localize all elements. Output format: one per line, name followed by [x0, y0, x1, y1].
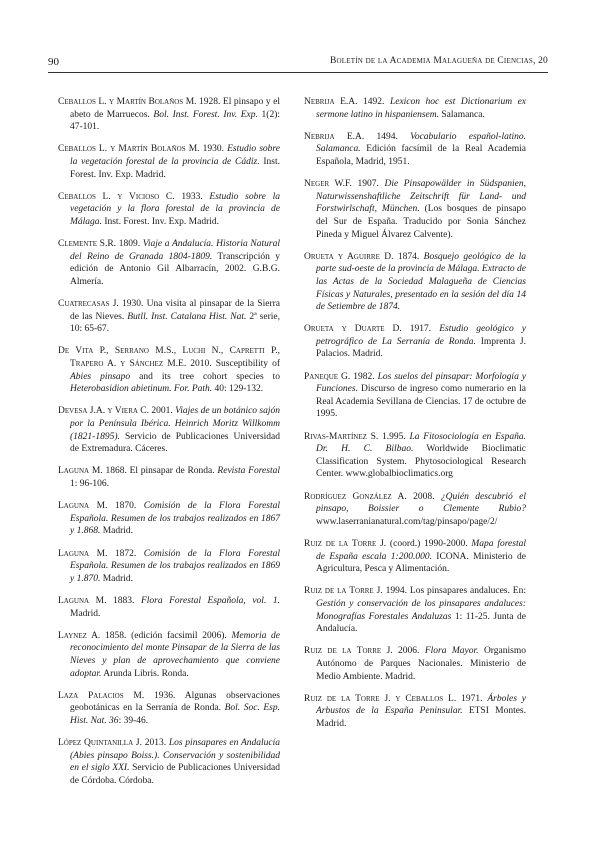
reference-text: 1936. Algunas observaciones geobotánicas en la Serranía de Ronda.: [70, 690, 280, 714]
reference-authors: Paneque G.: [304, 371, 351, 382]
reference-text: 1907.: [351, 179, 385, 190]
reference-text: 40: 129-132.: [212, 384, 264, 395]
reference-authors: Ceballos L. y Martín Bolaños M.: [58, 97, 197, 107]
reference-text: 1(2): 47-101.: [70, 109, 280, 133]
reference-authors: Ruiz de la Torre J. y Ceballos L.: [304, 693, 457, 704]
reference-title: Comisión de la Flora Forestal Española. Resumen de los trabajos realizados en 1867 y 1.868.: [70, 501, 281, 537]
reference-text: 1858. (edición facsimil 2006).: [100, 630, 232, 641]
reference-title: Lexicon hoc est Dictionarium ex sermone latino in hispaniensem.: [316, 97, 527, 120]
reference-title: Viajes de un botánico sajón por la Península Ibérica. Heinrich Moritz Willkomm (1821-1895).: [70, 406, 281, 442]
reference-authors: López Quintanilla J.: [58, 738, 142, 749]
reference-entry: [304, 178, 526, 241]
reference-text: 1874.: [393, 251, 424, 262]
reference-authors: Ruiz de la Torre J.: [304, 646, 393, 657]
reference-title: Mapa forestal de España escala 1:200.000.: [316, 538, 526, 562]
reference-title: Heterobasidion abietinum. For. Path.: [70, 384, 213, 395]
reference-authors: Laguna M.: [58, 548, 108, 559]
journal-title: Boletín de la Academia Malagueña de Ciencias, 20: [330, 56, 548, 66]
reference-text: 1868. El pinsapar de Ronda.: [102, 466, 218, 477]
reference-text: Servicio de Publicaciones Universidad de Extremadura. Cáceres.: [70, 431, 280, 455]
reference-entry: [58, 500, 280, 538]
reference-authors: Ruiz de la Torre J.: [304, 586, 383, 597]
reference-text: Servicio de Publicaciones Universidad de Córdoba. Córdoba.: [70, 763, 280, 786]
reference-text: 1: 96-106.: [70, 479, 110, 489]
reference-text: 1883.: [106, 595, 141, 606]
reference-entry: [58, 737, 280, 787]
reference-authors: Neger W.F.: [304, 179, 352, 190]
reference-entry: [304, 585, 526, 635]
reference-authors: Clemente S.R.: [58, 239, 117, 250]
reference-authors: Devesa J.A. y Viera C.: [58, 406, 150, 417]
reference-text: (coord.) 1990-2000.: [386, 538, 472, 549]
reference-text: Madrid.: [70, 608, 101, 619]
reference-authors: Laguna M.: [58, 501, 108, 512]
reference-text: (Los bosques de pinsapo del Sur de España. Traducido por Sonia Sánchez Pineda y Miguel Álvarez Calvente).: [316, 204, 526, 240]
reference-text: www.laserranianatural.com/tag/pinsapo/page/2/: [316, 516, 498, 527]
reference-authors: De Vita P., Serrano M.S., Luchi N., Capretti P., Trapero A. y Sánchez M.E.: [58, 346, 280, 370]
reference-entry: [58, 191, 280, 229]
reference-text: 2008.: [406, 491, 441, 502]
reference-text: Madrid.: [100, 573, 134, 584]
reference-text: Inst. Forest. Inv. Exp. Madrid.: [101, 216, 220, 227]
reference-title: Comisión de la Flora Forestal Española. Resumen de los trabajos realizados en 1869 y 1.870.: [70, 548, 281, 584]
reference-text: 1928. El pinsapo y el abeto de Marruecos.: [70, 97, 280, 120]
reference-text: and its tree cohort species to: [130, 371, 280, 382]
reference-authors: Ceballos L. y Vicioso C.: [58, 191, 175, 202]
reference-title: Estudio sobre la vegetación forestal de la provincia de Cádiz.: [70, 144, 280, 167]
reference-text: 1870.: [107, 501, 144, 512]
reference-text: 1930. Una visita al pinsapar de la Sierra de las Nieves.: [70, 299, 280, 322]
reference-text: ICONA. Ministerio de Agricultura, Pesca y Alimentación.: [316, 551, 526, 575]
reference-text: 2010. Susceptibility of: [186, 359, 280, 370]
reference-entry: [58, 405, 280, 455]
reference-authors: Rivas-Martínez S.: [304, 431, 379, 442]
reference-text: Madrid.: [100, 526, 134, 537]
reference-title: Viaje a Andalucía. Historia Natural del Reino de Granada 1804-1809.: [70, 239, 280, 262]
reference-title: Árboles y Arbustos de la España Peninsular.: [316, 693, 526, 717]
reference-entry: [304, 251, 526, 314]
reference-text: 1971.: [456, 693, 488, 704]
reference-authors: Cuatrecasas J.: [58, 299, 119, 310]
reference-title: Estudio sobre la vegetación y la flora forestal de la provincia de Málaga.: [70, 191, 280, 227]
reference-title: Memoria de reconocimiento del monte Pinsapar de la Sierra de las Nieves y plan de aprovechamiento que conviene adoptar.: [70, 630, 281, 679]
reference-title: Estudio geológico y petrográfico de La Serranía de Ronda.: [316, 324, 526, 347]
reference-entry: [304, 131, 526, 169]
reference-text: 1: 11-25. Junta de Andalucía.: [316, 611, 526, 635]
reference-text: Arunda Libris. Ronda.: [101, 668, 189, 679]
references-left-column: [58, 96, 280, 797]
reference-text: 1492.: [357, 97, 390, 107]
reference-title: Los pinsapares en Andalucía (Abies pinsapo Boiss.). Conservación y sostenibilidad en el siglo XXI.: [70, 738, 280, 774]
reference-authors: Laguna M.: [58, 595, 107, 606]
reference-entry: [304, 645, 526, 683]
reference-authors: Rodríguez González A.: [304, 491, 407, 502]
reference-text: Worldwide Bioclimatic Classification System. Phytosociological Research Center. www.globalbioclimatics.org: [316, 444, 526, 480]
running-header: [48, 56, 548, 73]
reference-entry: [304, 96, 526, 121]
references-right-column: [304, 96, 526, 740]
reference-title: Gestión y conservación de los pinsapares andaluces: Monografías Forestales Andaluzas: [316, 598, 526, 622]
page-number: 90: [48, 56, 59, 68]
reference-authors: Ruiz de la Torre J.: [304, 538, 387, 549]
reference-authors: Laguna M.: [58, 466, 103, 477]
reference-text: 2013.: [141, 738, 169, 749]
reference-text: Inst. Forest. Inv. Exp. Madrid.: [70, 156, 280, 180]
reference-entry: [58, 238, 280, 288]
reference-entry: [58, 143, 280, 181]
reference-text: Discurso de ingreso como numerario en la Real Academia Sevillana de Ciencias. 17 de octubre de 1995.: [316, 384, 526, 420]
reference-authors: Laynez A.: [58, 630, 101, 641]
reference-entry: [58, 298, 280, 336]
reference-title: ¿Quién descubrió el pinsapo, Boissier o Clemente Rubio?: [316, 491, 527, 515]
reference-title: Flora Forestal Española, vol. 1.: [140, 595, 280, 606]
reference-title: Die Pinsapowälder in Südspanien, Naturwissenshaftliche Zeitschrift für Land- und Forstwirlschaft, München.: [316, 179, 526, 215]
reference-entry: [304, 693, 526, 731]
reference-title: Butll. Inst. Catalana Hist. Nat.: [127, 311, 247, 322]
reference-title: Vocabulario español-latino. Salamanca.: [316, 131, 527, 155]
reference-entry: [58, 690, 280, 728]
reference-title: Bol. Soc. Esp. Hist. Nat. 36: [70, 703, 280, 726]
reference-text: Organismo Autónomo de Parques Nacionales. Ministerio de Medio Ambiente. Madrid.: [316, 646, 526, 682]
reference-entry: [58, 595, 280, 620]
reference-authors: Orueta y Aguirre D.: [304, 251, 394, 262]
reference-authors: Orueta y Duarte D.: [304, 324, 402, 335]
reference-text: 1494.: [364, 131, 411, 142]
reference-text: 1.995.: [378, 431, 410, 442]
reference-text: ETSI Montes. Madrid.: [316, 706, 526, 729]
reference-text: 1917.: [401, 324, 440, 335]
reference-text: 2ª serie, 10: 65-67.: [70, 311, 280, 335]
reference-text: 1933.: [174, 191, 210, 202]
reference-text: 1930.: [199, 144, 228, 155]
reference-authors: Laza Palacios M.: [58, 690, 145, 701]
reference-text: 2006.: [392, 646, 425, 657]
reference-title: Flora Mayor.: [424, 646, 479, 657]
reference-authors: Nebrija E.A.: [304, 131, 365, 142]
reference-text: Imprenta J. Palacios. Madrid.: [316, 336, 526, 360]
reference-authors: Nebrija E.A.: [304, 97, 358, 107]
reference-title: Los suelos del pinsapar: Morfología y Funciones.: [316, 371, 527, 395]
reference-text: 1994. Los pinsapares andaluces. En:: [382, 586, 526, 597]
reference-text: Salamanca.: [438, 109, 485, 120]
reference-text: 2001.: [149, 406, 176, 417]
reference-entry: [58, 96, 280, 134]
reference-text: Transcripción y edición de Antonio Gil Albarracín, 2002. G.B.G. Almería.: [70, 251, 281, 287]
reference-title: Abies pinsapo: [70, 371, 131, 382]
reference-text: 1982.: [350, 371, 378, 382]
reference-authors: Ceballos L. y Martín Bolaños M.: [58, 144, 200, 155]
reference-entry: [304, 371, 526, 421]
reference-entry: [58, 630, 280, 680]
reference-entry: [304, 431, 526, 481]
reference-entry: [58, 548, 280, 586]
reference-entry: [304, 323, 526, 361]
reference-text: 1809.: [116, 239, 143, 250]
reference-entry: [304, 491, 526, 529]
reference-entry: [58, 465, 280, 490]
reference-text: 1872.: [107, 548, 144, 559]
reference-text: : 39-46.: [118, 715, 149, 726]
reference-entry: [58, 345, 280, 395]
reference-title: Bol. Inst. Forest. Inv. Exp.: [153, 109, 258, 120]
reference-title: Revista Forestal: [217, 466, 280, 477]
reference-title: La Fitosociología en España. Dr. H. C. Bilbao.: [316, 431, 526, 455]
reference-text: Edición facsímil de la Real Academia Española, Madrid, 1951.: [316, 144, 526, 167]
reference-title: Bosquejo geológico de la parte sud-oeste de la provincia de Málaga. Extracto de las Actas de la Sociedad Malagueña de Ciencias Físicas y Naturales, presentado en la sesión del día 14 de Setiembre de 1874.: [316, 251, 526, 313]
reference-entry: [304, 538, 526, 576]
